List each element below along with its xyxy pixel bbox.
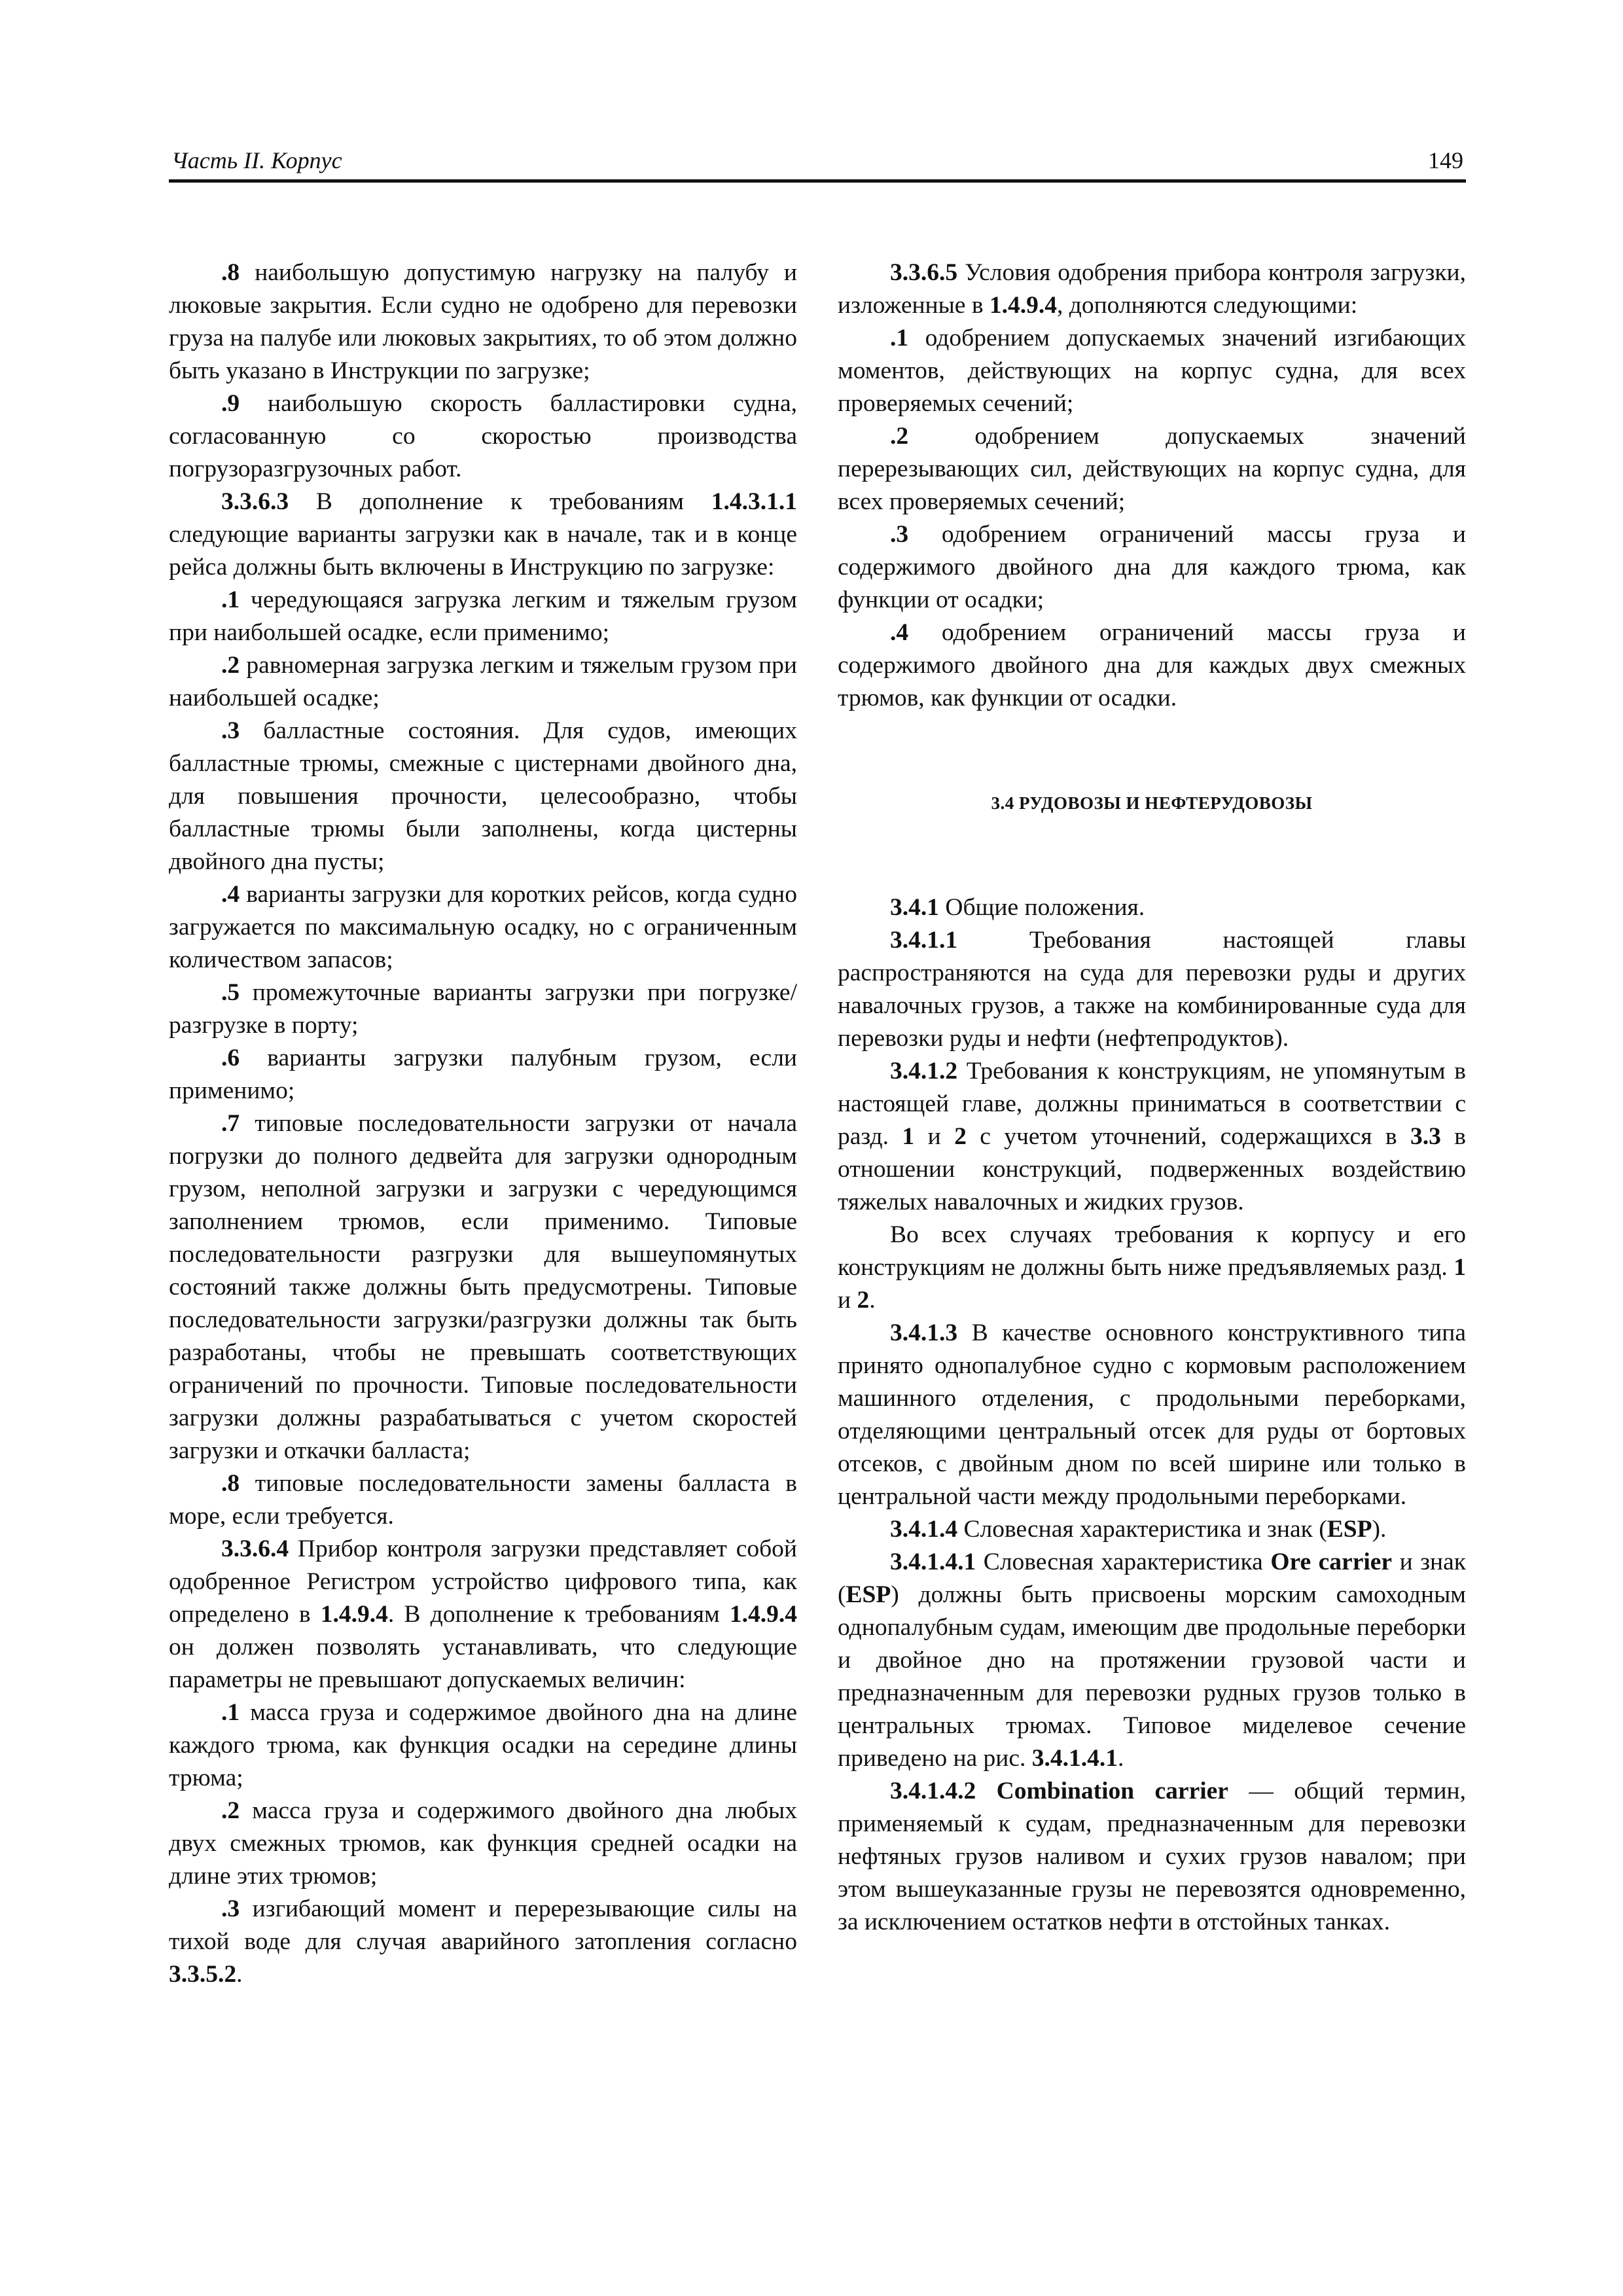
- paragraph: [838, 891, 1466, 924]
- clause-number: 3.4.1.3: [890, 1319, 958, 1346]
- paragraph: [169, 486, 797, 584]
- paragraph-text: одобрением ограничений массы груза и содержимого двойного дна для каждого трюма, как функции от осадки;: [838, 521, 1466, 613]
- paragraph: [838, 1513, 1466, 1546]
- paragraph-text: и: [914, 1123, 955, 1150]
- paragraph-text: промежуточные варианты загрузки при погрузке/разгрузке в порту;: [169, 979, 797, 1039]
- paragraph-text: с учетом уточнений, содержащихся в: [966, 1123, 1410, 1150]
- paragraph-text: он должен позволять устанавливать, что следующие параметры не превышают допускаемых величин:: [169, 1634, 797, 1693]
- paragraph: [169, 584, 797, 649]
- clause-number: 3.3.6.4: [221, 1535, 289, 1562]
- running-header: [169, 143, 1466, 183]
- item-number: .2: [890, 423, 909, 450]
- paragraph-text: в отношении конструкций, подверженных воздействию тяжелых навалочных и жидких грузов.: [838, 1123, 1466, 1215]
- paragraph: [169, 1533, 797, 1696]
- clause-number: 3.4.1.4: [890, 1516, 958, 1543]
- paragraph-text: одобрением ограничений массы груза и содержимого двойного дна для каждых двух смежных трюмов, как функции от осадки.: [838, 619, 1466, 711]
- paragraph-text: , дополняются следующими:: [1057, 292, 1358, 319]
- paragraph-text: варианты загрузки для коротких рейсов, когда судно загружается по максимальную осадку, но с ограниченным количеством запасов;: [169, 881, 797, 973]
- paragraph-text: масса груза и содержимое двойного дна на длине каждого трюма, как функция осадки на середине длины трюма;: [169, 1699, 797, 1791]
- clause-number: 3.4.1.4.2 Combination carrier: [890, 1778, 1228, 1804]
- paragraph-text: одобрением допускаемых значений перерезывающих сил, действующих на корпус судна, для всех проверяемых сечений;: [838, 423, 1466, 515]
- paragraph-text: одобрением допускаемых значений изгибающих моментов, действующих на корпус судна, для всех проверяемых сечений;: [838, 325, 1466, 417]
- paragraph: [169, 1107, 797, 1467]
- clause-reference: 1.4.9.4: [729, 1601, 797, 1628]
- paragraph: [169, 1042, 797, 1107]
- paragraph-text: ).: [1372, 1516, 1387, 1543]
- item-number: .6: [221, 1045, 240, 1071]
- paragraph: [838, 1546, 1466, 1775]
- item-number: .7: [221, 1110, 240, 1137]
- item-number: .2: [221, 1797, 240, 1824]
- paragraph-text: Условия одобрения прибора контроля загрузки, изложенные в: [838, 259, 1466, 319]
- paragraph: [169, 1893, 797, 1991]
- right-column: [838, 257, 1466, 1939]
- paragraph-text: В качестве основного конструктивного типа принято однопалубное судно с кормовым расположением машинного отделения, с продольными переборками, отделяющими центральный отсек для руды от бортовых отсеков, с двойным дном по всей ширине или только в центральной части между продольными переборками.: [838, 1319, 1466, 1510]
- item-number: .9: [221, 390, 240, 417]
- paragraph: [838, 1055, 1466, 1219]
- paragraph: [838, 924, 1466, 1055]
- clause-reference: 1: [1454, 1254, 1466, 1281]
- paragraph: [169, 1696, 797, 1795]
- paragraph: [169, 715, 797, 878]
- clause-reference: 1.4.9.4: [320, 1601, 388, 1628]
- paragraph-text: чередующаяся загрузка легким и тяжелым грузом при наибольшей осадке, если применимо;: [169, 586, 797, 646]
- item-number: .1: [890, 325, 909, 351]
- paragraph-text: Требования настоящей главы распространяются на суда для перевозки руды и других навалочных грузов, а также на комбинированные суда для перевозки руды и нефти (нефтепродуктов).: [838, 927, 1466, 1052]
- section-title: 3.4 РУДОВОЗЫ И НЕФТЕРУДОВОЗЫ: [991, 793, 1313, 813]
- paragraph-text: Прибор контроля загрузки представляет собой одобренное Регистром устройство цифрового типа, как определено в: [169, 1535, 797, 1628]
- item-number: .8: [221, 1470, 240, 1497]
- clause-reference: 1: [902, 1123, 915, 1150]
- clause-reference: 3.3.5.2: [169, 1961, 237, 1988]
- item-number: .1: [221, 1699, 240, 1726]
- paragraph: [838, 1219, 1466, 1317]
- clause-number: 3.3.6.5: [890, 259, 958, 286]
- paragraph-text: .: [1118, 1745, 1124, 1772]
- clause-reference: 3.3: [1410, 1123, 1441, 1150]
- item-number: .5: [221, 979, 240, 1006]
- paragraph-text: балластные состояния. Для судов, имеющих балластные трюмы, смежные с цистернами двойного дна, для повышения прочности, целесообразно, чтобы балластные трюмы были заполнены, когда цистерны двойного дна пусты;: [169, 717, 797, 875]
- figure-reference: 3.4.1.4.1: [1031, 1745, 1118, 1772]
- clause-number: 3.4.1.4.1: [890, 1549, 976, 1575]
- clause-reference: 1.4.9.4: [989, 292, 1058, 319]
- paragraph-text: и знак (: [838, 1549, 1466, 1608]
- clause-number: 3.4.1: [890, 894, 939, 921]
- paragraph-text: ) должны быть присвоены морским самоходным однопалубным судам, имеющим две продольные переборки и двойное дно на протяжении грузовой части и предназначенным для перевозки рудных грузов только в центральных трюмах. Типовое миделевое сечение приведено на рис.: [838, 1581, 1466, 1772]
- clause-reference: 2: [857, 1287, 870, 1314]
- clause-number: 3.3.6.3: [221, 488, 289, 515]
- paragraph: [838, 420, 1466, 518]
- paragraph-text: Словесная характеристика и знак (: [957, 1516, 1327, 1543]
- clause-number: 3.4.1.1: [890, 927, 958, 954]
- page-number: 149: [1428, 147, 1463, 173]
- paragraph: [169, 387, 797, 486]
- paragraph-text: масса груза и содержимого двойного дна любых двух смежных трюмов, как функция средней осадки на длине этих трюмов;: [169, 1797, 797, 1890]
- paragraph: [838, 617, 1466, 715]
- paragraph: [169, 1795, 797, 1893]
- item-number: .3: [890, 521, 909, 548]
- term-reference: Ore carrier: [1270, 1549, 1393, 1575]
- paragraph-text: наибольшую допустимую нагрузку на палубу и люковые закрытия. Если судно не одобрено для перевозки груза на палубе или люковых закрытиях, то об этом должно быть указано в Инструкции по загрузке;: [169, 259, 797, 384]
- paragraph: [838, 322, 1466, 420]
- paragraph: [169, 649, 797, 715]
- mark-reference: ESP: [1327, 1516, 1372, 1543]
- paragraph: [169, 1467, 797, 1533]
- item-number: .4: [890, 619, 909, 646]
- paragraph-text: Словесная характеристика: [976, 1549, 1271, 1575]
- paragraph-text: .: [236, 1961, 243, 1988]
- item-number: .2: [221, 652, 240, 679]
- item-number: .4: [221, 881, 240, 908]
- paragraph-text: варианты загрузки палубным грузом, если применимо;: [169, 1045, 797, 1104]
- paragraph-text: и: [838, 1287, 857, 1314]
- paragraph: [169, 977, 797, 1042]
- item-number: .3: [221, 1895, 240, 1922]
- header-title: Часть II. Корпус: [171, 147, 342, 173]
- paragraph-text: — общий термин, применяемый к судам, предназначенным для перевозки нефтяных грузов наливом и сухих грузов навалом; при этом вышеуказанные грузы не перевозятся одновременно, за исключением остатков нефти в отстойных танках.: [838, 1778, 1466, 1935]
- paragraph-text: равномерная загрузка легким и тяжелым грузом при наибольшей осадке;: [169, 652, 797, 711]
- item-number: .3: [221, 717, 240, 744]
- item-number: .8: [221, 259, 240, 286]
- paragraph-text: В дополнение к требованиям: [289, 488, 711, 515]
- paragraph-text: типовые последовательности загрузки от начала погрузки до полного дедвейта для загрузки однородным грузом, неполной загрузки и загрузки с чередующимся заполнением трюмов, если применимо. Типовые последовательности разгрузки для вышеупомянутых состояний также должны быть предусмотрены. Типовые последовательности загрузки/разгрузки должны так быть разработаны, чтобы не превышать соответствующих ограничений по прочности. Типовые последовательности загрузки должны разрабатываться с учетом скоростей загрузки и откачки балласта;: [169, 1110, 797, 1464]
- mark-reference: ESP: [846, 1581, 891, 1608]
- paragraph: [169, 878, 797, 977]
- clause-reference: 2: [954, 1123, 967, 1150]
- paragraph-text: изгибающий момент и перерезывающие силы на тихой воде для случая аварийного затопления согласно: [169, 1895, 797, 1955]
- paragraph-text: Во всех случаях требования к корпусу и его конструкциям не должны быть ниже предъявляемых разд.: [838, 1221, 1466, 1281]
- clause-reference: 1.4.3.1.1: [711, 488, 797, 515]
- paragraph: [838, 518, 1466, 617]
- paragraph: [838, 1775, 1466, 1939]
- paragraph-text: наибольшую скорость балластировки судна, согласованную со скоростью производства погрузоразгрузочных работ.: [169, 390, 797, 482]
- paragraph-text: Требования к конструкциям, не упомянутым в настоящей главе, должны приниматься в соответствии с разд.: [838, 1058, 1466, 1150]
- clause-number: 3.4.1.2: [890, 1058, 958, 1085]
- paragraph-text: Общие положения.: [939, 894, 1145, 921]
- paragraph-text: типовые последовательности замены балласта в море, если требуется.: [169, 1470, 797, 1530]
- paragraph-text: .: [869, 1287, 876, 1314]
- left-column: [169, 257, 797, 1991]
- paragraph: [838, 257, 1466, 322]
- paragraph: [838, 1317, 1466, 1513]
- item-number: .1: [221, 586, 240, 613]
- paragraph-text: . В дополнение к требованиям: [387, 1601, 730, 1628]
- paragraph-text: следующие варианты загрузки как в начале, так и в конце рейса должны быть включены в Инструкцию по загрузке:: [169, 521, 797, 581]
- paragraph: [169, 257, 797, 387]
